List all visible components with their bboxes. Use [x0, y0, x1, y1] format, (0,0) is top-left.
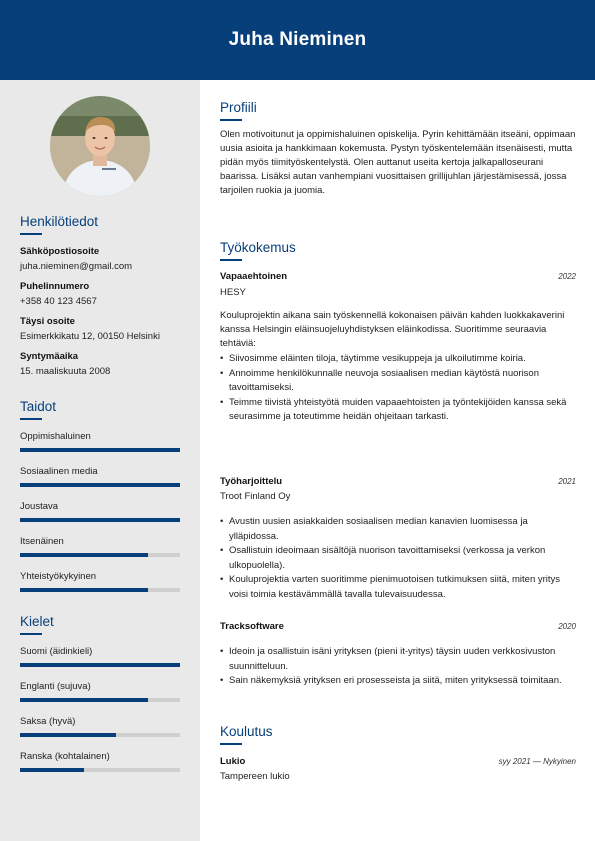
personal-info-heading: Henkilötiedot — [20, 214, 99, 229]
language-item — [20, 716, 180, 727]
language-bar-fill — [20, 698, 148, 702]
skill-bar-fill — [20, 518, 180, 522]
skill-item — [20, 501, 180, 512]
birthdate-value: 15. maaliskuuta 2008 — [20, 366, 111, 377]
email-label: Sähköpostiosoite — [20, 246, 100, 257]
list-item: • Osallistuin ideoimaan sisältöjä nuorison tavoittamiseksi (verkossa ja verkon ulkopuolella). — [220, 544, 576, 573]
skill-name: Itsenäinen — [20, 536, 64, 547]
language-bar-track — [20, 733, 180, 737]
job-title: Tracksoftware — [220, 621, 284, 632]
skill-name: Joustava — [20, 501, 59, 512]
skill-name: Yhteistyökykyinen — [20, 571, 97, 582]
skill-bar-track — [20, 483, 180, 487]
job-year: 2022 — [558, 272, 576, 281]
education-heading: Koulutus — [220, 724, 273, 739]
profile-heading: Profiili — [220, 100, 257, 115]
language-name: Englanti (sujuva) — [20, 681, 91, 692]
language-name: Saksa (hyvä) — [20, 716, 76, 727]
list-item: • Kouluprojektia varten suoritimme pienimuotoisen tutkimuksen siitä, miten yritys voisi toimia kestävämmällä tavalla tulevaisuudessa. — [220, 573, 576, 602]
job-bullets — [220, 515, 576, 602]
skill-name: Sosiaalinen media — [20, 466, 98, 477]
education-period: syy 2021 — Nykyinen — [498, 757, 576, 766]
language-bar-fill — [20, 768, 84, 772]
skill-bar-track — [20, 518, 180, 522]
skill-bar-track — [20, 448, 180, 452]
birthdate-label: Syntymäaika — [20, 351, 79, 362]
phone-label: Puhelinnumero — [20, 281, 90, 292]
list-item: • Ideoin ja osallistuin isäni yrityksen (pieni it-yritys) täysin uuden verkkosivuston suunnitteluun. — [220, 645, 576, 674]
language-bar-track — [20, 698, 180, 702]
job-title: Vapaaehtoinen — [220, 271, 288, 282]
job-year: 2021 — [558, 477, 576, 486]
skill-bar-track — [20, 588, 180, 592]
address-value: Esimerkkikatu 12, 00150 Helsinki — [20, 331, 160, 342]
skill-item — [20, 466, 180, 477]
profile-text: Olen motivoitunut ja oppimishaluinen opiskelija. Pyrin kehittämään itseäni, oppimaan uusia asioita ja hankkimaan kokemusta. Pystyn työskentelemään itsenäisesti, mutta pidän myös tiimityöskentelystä. Olen auttanut useita kertoja jalkapalloseurani baarissa. Lisäksi autan vanhempiani vuosittaisen grillijuhlan järjestämisessä, jossa tarjoilen ruokia ja juomia. — [220, 129, 576, 196]
skill-item — [20, 431, 180, 442]
language-bar-fill — [20, 733, 116, 737]
list-item: • Teimme tiivistä yhteistyötä muiden vapaaehtoisten ja työntekijöiden kanssa sekä seurasimme ja toteutimme heidän ohjeitaan tarkasti. — [220, 396, 576, 425]
education-title: Lukio — [220, 756, 246, 767]
language-item — [20, 646, 180, 657]
job-year: 2020 — [558, 622, 576, 631]
language-name: Suomi (äidinkieli) — [20, 646, 93, 657]
list-item: • Sain näkemyksiä yrityksen eri prosesseista ja siitä, miten yrityksessä toimitaan. — [220, 674, 576, 689]
language-item — [20, 751, 180, 762]
job-bullets — [220, 352, 576, 425]
skill-bar-fill — [20, 553, 148, 557]
skill-item — [20, 536, 180, 547]
sidebar — [0, 80, 200, 841]
languages-heading: Kielet — [20, 614, 54, 629]
skill-item — [20, 571, 180, 582]
skill-name: Oppimishaluinen — [20, 431, 91, 442]
language-bar-track — [20, 768, 180, 772]
language-name: Ranska (kohtalainen) — [20, 751, 110, 762]
job-title: Työharjoittelu — [220, 476, 283, 487]
profile-photo-image — [50, 96, 150, 196]
profile-photo — [50, 96, 150, 196]
experience-heading: Työkokemus — [220, 240, 296, 255]
phone-value: +358 40 123 4567 — [20, 296, 97, 307]
language-bar-fill — [20, 663, 180, 667]
list-item: • Siivosimme eläinten tiloja, täytimme vesikuppeja ja ulkoilutimme koiria. — [220, 352, 576, 367]
skill-bar-fill — [20, 588, 148, 592]
applicant-name: Juha Nieminen — [228, 29, 367, 50]
skill-bar-fill — [20, 448, 180, 452]
email-value: juha.nieminen@gmail.com — [20, 261, 133, 272]
header-bar — [0, 0, 595, 80]
language-bar-track — [20, 663, 180, 667]
skill-bar-track — [20, 553, 180, 557]
skills-heading: Taidot — [20, 399, 57, 414]
education-school: Tampereen lukio — [220, 771, 290, 782]
list-item: • Avustin uusien asiakkaiden sosiaalisen median kanavien luomisessa ja ylläpidossa. — [220, 515, 576, 544]
language-item — [20, 681, 180, 692]
address-label: Täysi osoite — [20, 316, 75, 327]
job-organization: Troot Finland Oy — [220, 491, 291, 502]
job-bullets — [220, 645, 576, 689]
job-organization: HESY — [220, 287, 246, 298]
skill-bar-fill — [20, 483, 180, 487]
job-description: Kouluprojektin aikana sain työskennellä kokonaisen päivän kahden luokkakaverini kanssa Helsingin eläinsuojeluyhdistyksen eläinkodissa. Suoritimme seuraavia tehtäviä: — [220, 310, 565, 349]
list-item: • Annoimme henkilökunnalle neuvoja sosiaalisen median käytöstä nuorison tavoittamiseksi. — [220, 367, 576, 396]
